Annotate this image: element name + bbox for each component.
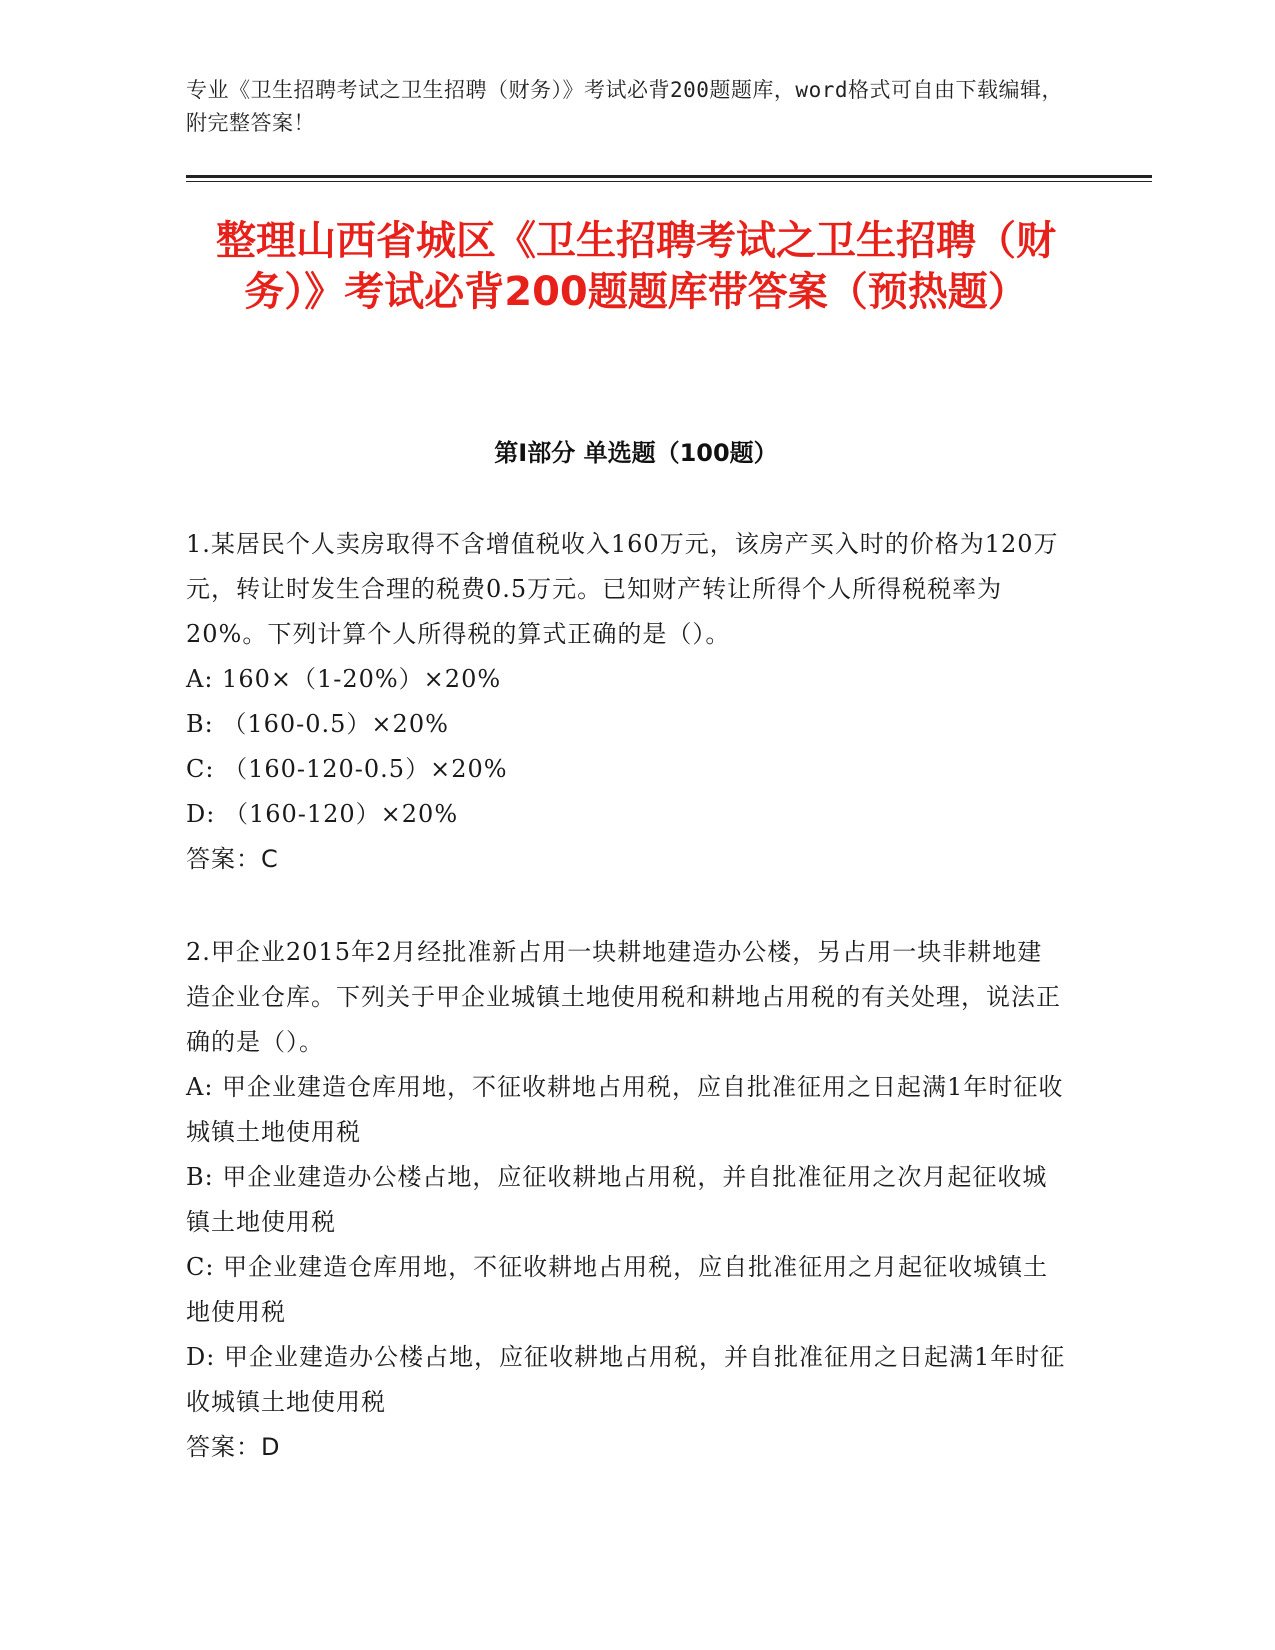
section-title: 第Ⅰ部分 单选题（100题） [494,439,778,467]
header-rule-thick [186,175,1152,178]
option-b: B: 甲企业建造办公楼占地，应征收耕地占用税，并自批准征用之次月起征收城镇土地使用税 [186,1163,1048,1236]
option-a: A: 160×（1-20%）×20% [186,665,502,693]
option-c: C: 甲企业建造仓库用地，不征收耕地占用税，应自批准征用之月起征收城镇土地使用税 [186,1253,1049,1326]
question-stem: 1.某居民个人卖房取得不含增值税收入160万元，该房产买入时的价格为120万元，转让时发生合理的税费0.5万元。已知财产转让所得个人所得税税率为20%。下列计算个人所得税的算式正确的是（）。 [186,530,1059,648]
option-d: D: （160-120）×20% [186,800,459,828]
option-c: C: （160-120-0.5）×20% [186,755,508,783]
answer: 答案：C [186,845,279,873]
question-1 [186,522,1066,882]
header-rule-thin [186,181,1152,182]
question-stem: 2.甲企业2015年2月经批准新占用一块耕地建造办公楼，另占用一块非耕地建造企业仓库。下列关于甲企业城镇土地使用税和耕地占用税的有关处理，说法正确的是（）。 [186,938,1061,1056]
option-b: B: （160-0.5）×20% [186,710,449,738]
header-note: 专业《卫生招聘考试之卫生招聘（财务）》考试必背200题题库，word格式可自由下载编辑，附完整答案！ [186,78,1063,135]
answer: 答案：D [186,1433,281,1461]
document-title: 整理山西省城区《卫生招聘考试之卫生招聘（财务）》考试必背200题题库带答案（预热题） [216,218,1056,315]
option-a: A: 甲企业建造仓库用地，不征收耕地占用税，应自批准征用之日起满1年时征收城镇土地使用税 [186,1073,1064,1146]
option-d: D: 甲企业建造办公楼占地，应征收耕地占用税，并自批准征用之日起满1年时征收城镇土地使用税 [186,1343,1066,1416]
question-2 [186,930,1066,1470]
